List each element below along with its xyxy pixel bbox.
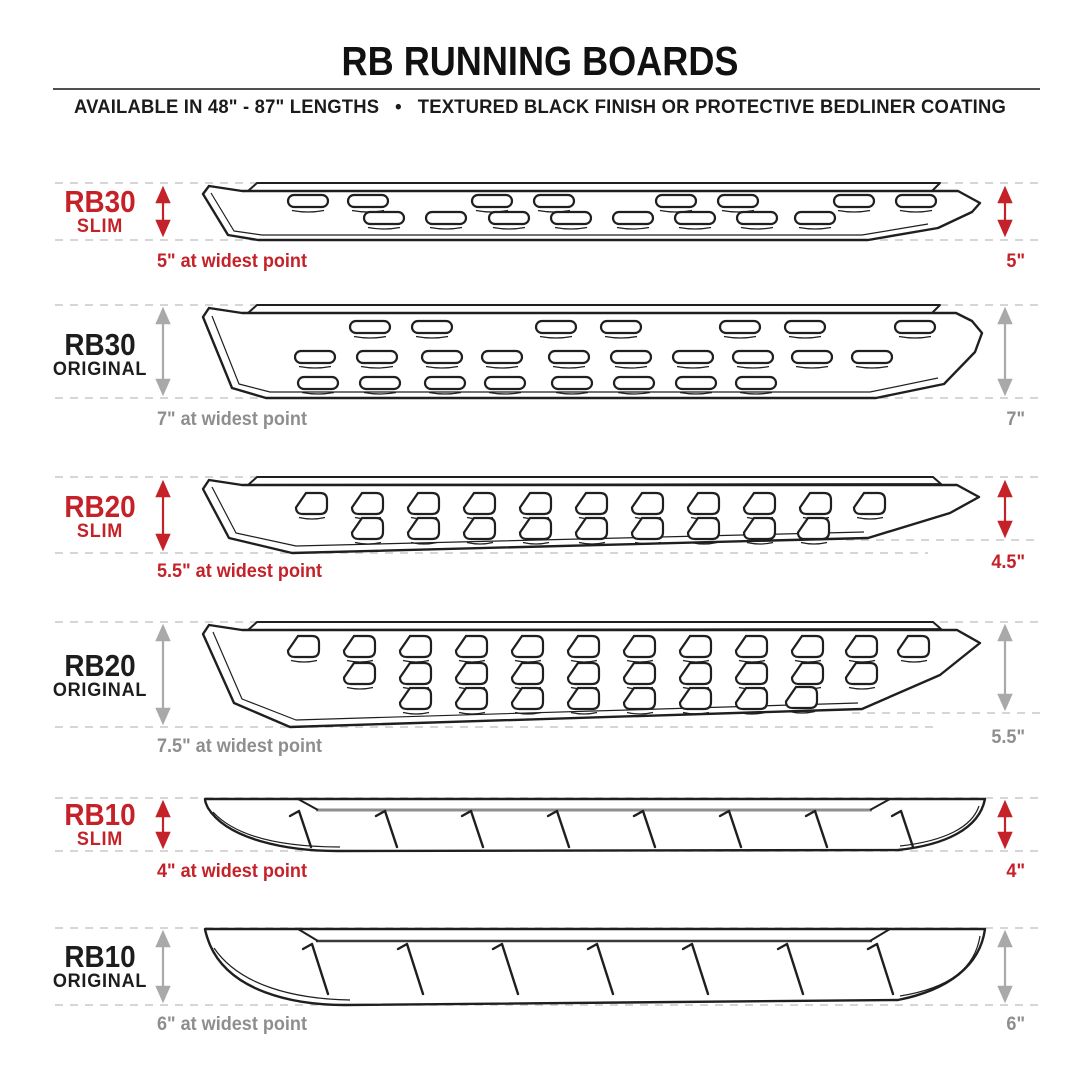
rb30-original-model-label: RB30 xyxy=(64,327,136,362)
page-title: RB RUNNING BOARDS xyxy=(341,38,739,84)
rb10-original-variant-label: ORIGINAL xyxy=(52,971,148,992)
rb10-original-board-drawing xyxy=(205,929,985,1005)
rb10-original-model-label: RB10 xyxy=(64,939,136,974)
rb20-slim-variant-label: SLIM xyxy=(76,521,124,542)
rb10-slim-widest-label: 4" at widest point xyxy=(157,861,307,882)
title-divider xyxy=(53,88,1040,90)
rb10-original-widest-label: 6" at widest point xyxy=(157,1014,307,1035)
rb30-original-right-measurement: 7" xyxy=(1006,409,1025,430)
rb30-original-widest-label: 7" at widest point xyxy=(157,409,307,430)
rb30-slim-variant-label: SLIM xyxy=(76,216,124,237)
rb20-original-right-measurement: 5.5" xyxy=(991,727,1025,748)
rb10-original-right-measurement: 6" xyxy=(1006,1014,1025,1035)
rb30-slim-board-drawing xyxy=(203,183,980,240)
rb20-slim-board-drawing xyxy=(203,477,979,553)
rb30-slim-model-label: RB30 xyxy=(64,184,136,219)
rb10-slim-board-drawing xyxy=(205,799,985,851)
rb10-slim-variant-label: SLIM xyxy=(76,829,124,850)
rb10-slim-model-label: RB10 xyxy=(64,797,136,832)
rb20-slim-widest-label: 5.5" at widest point xyxy=(157,561,323,582)
page-subtitle: AVAILABLE IN 48" - 87" LENGTHS • TEXTURED BLACK FINISH OR PROTECTIVE BEDLINER COATING xyxy=(73,97,1007,118)
rb20-original-model-label: RB20 xyxy=(64,648,136,683)
rb20-slim-model-label: RB20 xyxy=(64,489,136,524)
rb20-original-variant-label: ORIGINAL xyxy=(52,680,148,701)
rb30-slim-right-measurement: 5" xyxy=(1006,251,1025,272)
rb20-original-widest-label: 7.5" at widest point xyxy=(157,736,323,757)
rb30-original-variant-label: ORIGINAL xyxy=(52,359,148,380)
rb10-slim-right-measurement: 4" xyxy=(1006,861,1025,882)
rb20-original-board-drawing xyxy=(203,622,980,727)
rb30-original-board-drawing xyxy=(203,305,982,398)
rb30-slim-widest-label: 5" at widest point xyxy=(157,251,307,272)
rb20-slim-right-measurement: 4.5" xyxy=(991,552,1025,573)
